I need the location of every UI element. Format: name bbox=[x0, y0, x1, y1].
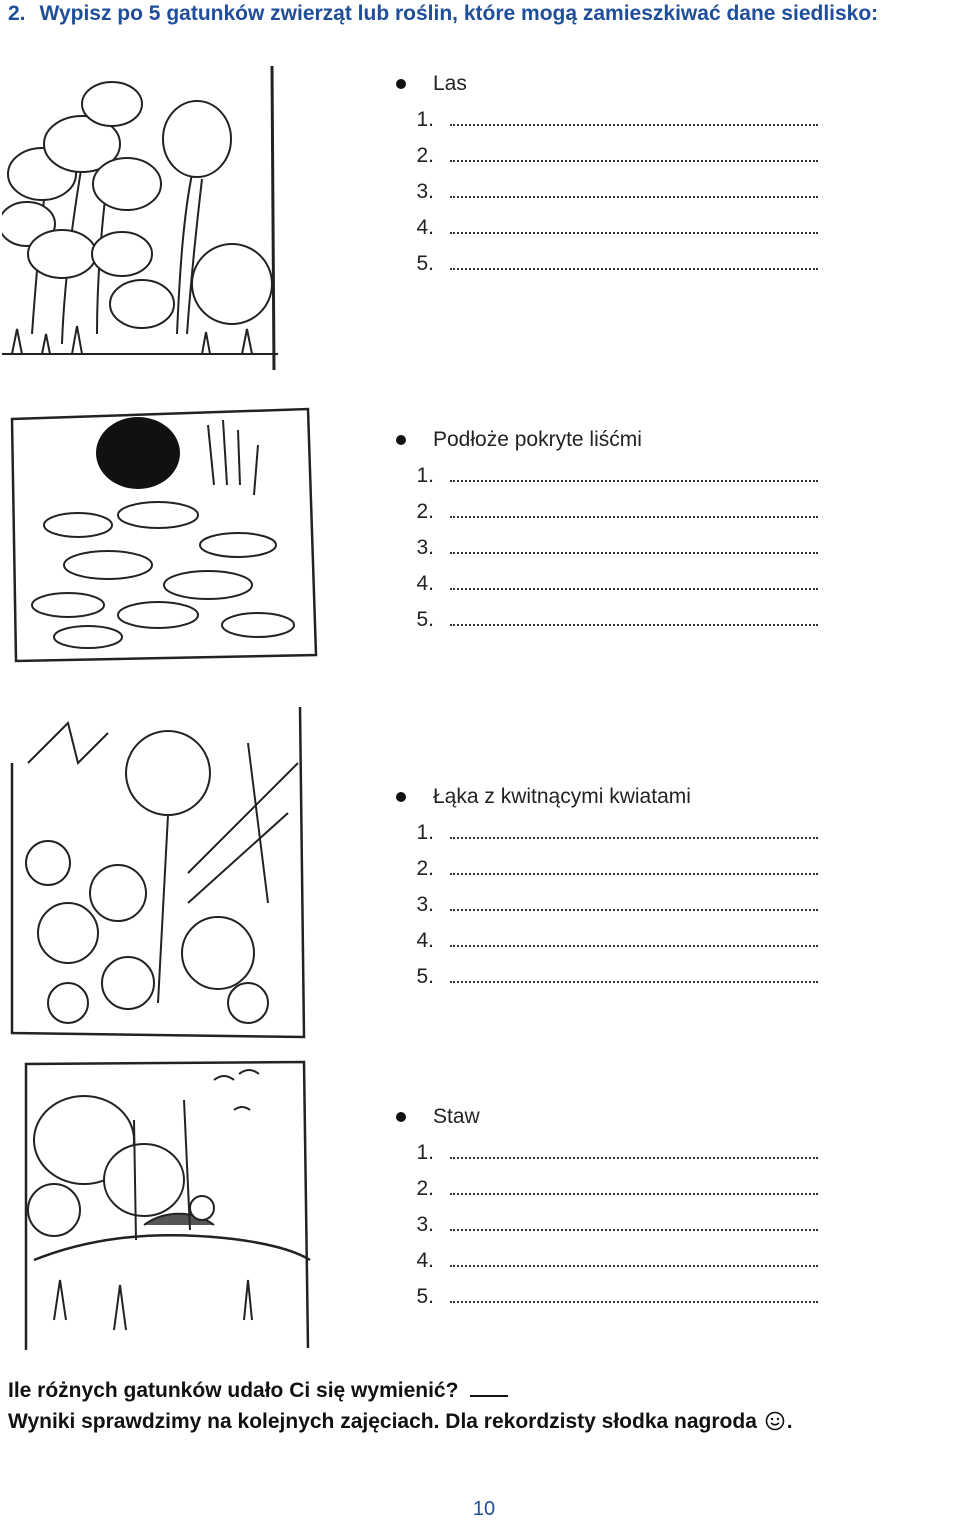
answer-number: 4. bbox=[416, 929, 434, 952]
answer-number: 4. bbox=[416, 572, 434, 595]
habitat-podloze bbox=[396, 422, 818, 638]
answer-blank[interactable] bbox=[450, 1243, 818, 1267]
answer-line bbox=[396, 102, 818, 138]
answer-number: 5. bbox=[416, 608, 434, 631]
bullet-icon bbox=[396, 79, 406, 89]
page-number: 10 bbox=[472, 1498, 496, 1520]
forest-drawing bbox=[2, 64, 278, 372]
answer-line bbox=[396, 174, 818, 210]
answer-line bbox=[396, 1243, 818, 1279]
species-count-blank[interactable] bbox=[470, 1375, 508, 1397]
answer-line bbox=[396, 494, 818, 530]
answer-line bbox=[396, 851, 818, 887]
answer-number: 4. bbox=[416, 1249, 434, 1272]
answer-list bbox=[396, 102, 818, 282]
habitat-title-text: Staw bbox=[433, 1105, 480, 1128]
answer-blank[interactable] bbox=[450, 1171, 818, 1195]
note-end: . bbox=[786, 1410, 793, 1433]
answer-number: 5. bbox=[416, 965, 434, 988]
smiley-icon bbox=[765, 1411, 785, 1431]
answer-blank[interactable] bbox=[450, 923, 818, 947]
flower-meadow-drawing bbox=[8, 703, 306, 1039]
habitat-laka bbox=[396, 779, 818, 995]
answer-line bbox=[396, 815, 818, 851]
answer-number: 1. bbox=[416, 821, 434, 844]
task-instruction: Wypisz po 5 gatunków zwierząt lub roślin, które mogą zamieszkiwać dane siedlisko: bbox=[39, 2, 879, 25]
answer-number: 2. bbox=[416, 1177, 434, 1200]
task-heading bbox=[8, 2, 878, 26]
answer-line bbox=[396, 1207, 818, 1243]
answer-number: 2. bbox=[416, 857, 434, 880]
leaf-litter-drawing bbox=[8, 405, 320, 663]
answer-blank[interactable] bbox=[450, 174, 818, 198]
answer-line bbox=[396, 458, 818, 494]
answer-blank[interactable] bbox=[450, 1207, 818, 1231]
answer-number: 2. bbox=[416, 144, 434, 167]
habitat-title-text: Łąka z kwitnącymi kwiatami bbox=[433, 785, 691, 808]
habitat-title-text: Podłoże pokryte liśćmi bbox=[433, 428, 642, 451]
bullet-icon bbox=[396, 792, 406, 802]
answer-blank[interactable] bbox=[450, 1279, 818, 1303]
answer-line bbox=[396, 887, 818, 923]
answer-number: 4. bbox=[416, 216, 434, 239]
answer-blank[interactable] bbox=[450, 530, 818, 554]
answer-number: 2. bbox=[416, 500, 434, 523]
answer-line bbox=[396, 959, 818, 995]
habitat-title bbox=[396, 1099, 818, 1135]
answer-list bbox=[396, 1135, 818, 1315]
answer-line bbox=[396, 246, 818, 282]
answer-number: 3. bbox=[416, 893, 434, 916]
task-number: 2. bbox=[8, 2, 26, 25]
answer-number: 1. bbox=[416, 108, 434, 131]
answer-line bbox=[396, 530, 818, 566]
answer-blank[interactable] bbox=[450, 959, 818, 983]
habitat-title bbox=[396, 422, 818, 458]
answer-blank[interactable] bbox=[450, 602, 818, 626]
answer-number: 3. bbox=[416, 536, 434, 559]
habitat-title bbox=[396, 66, 818, 102]
results-note bbox=[8, 1410, 793, 1434]
answer-number: 5. bbox=[416, 1285, 434, 1308]
answer-line bbox=[396, 923, 818, 959]
answer-line bbox=[396, 1279, 818, 1315]
answer-blank[interactable] bbox=[450, 138, 818, 162]
answer-blank[interactable] bbox=[450, 851, 818, 875]
answer-list bbox=[396, 815, 818, 995]
habitat-title bbox=[396, 779, 818, 815]
answer-blank[interactable] bbox=[450, 1135, 818, 1159]
species-count-question bbox=[8, 1375, 508, 1403]
answer-line bbox=[396, 210, 818, 246]
answer-number: 1. bbox=[416, 1141, 434, 1164]
answer-line bbox=[396, 602, 818, 638]
answer-blank[interactable] bbox=[450, 494, 818, 518]
answer-blank[interactable] bbox=[450, 458, 818, 482]
answer-line bbox=[396, 566, 818, 602]
pond-drawing bbox=[24, 1060, 312, 1352]
answer-number: 1. bbox=[416, 464, 434, 487]
answer-blank[interactable] bbox=[450, 102, 818, 126]
bullet-icon bbox=[396, 435, 406, 445]
answer-number: 5. bbox=[416, 252, 434, 275]
bullet-icon bbox=[396, 1112, 406, 1122]
note-text: Wyniki sprawdzimy na kolejnych zajęciach. Dla rekordzisty słodka nagroda bbox=[8, 1410, 757, 1433]
answer-number: 3. bbox=[416, 1213, 434, 1236]
answer-blank[interactable] bbox=[450, 815, 818, 839]
answer-blank[interactable] bbox=[450, 210, 818, 234]
answer-list bbox=[396, 458, 818, 638]
habitat-las bbox=[396, 66, 818, 282]
answer-line bbox=[396, 138, 818, 174]
answer-blank[interactable] bbox=[450, 887, 818, 911]
answer-blank[interactable] bbox=[450, 246, 818, 270]
habitat-staw bbox=[396, 1099, 818, 1315]
answer-number: 3. bbox=[416, 180, 434, 203]
answer-line bbox=[396, 1135, 818, 1171]
answer-blank[interactable] bbox=[450, 566, 818, 590]
answer-line bbox=[396, 1171, 818, 1207]
habitat-title-text: Las bbox=[433, 72, 467, 95]
question-text: Ile różnych gatunków udało Ci się wymienić? bbox=[8, 1379, 459, 1402]
